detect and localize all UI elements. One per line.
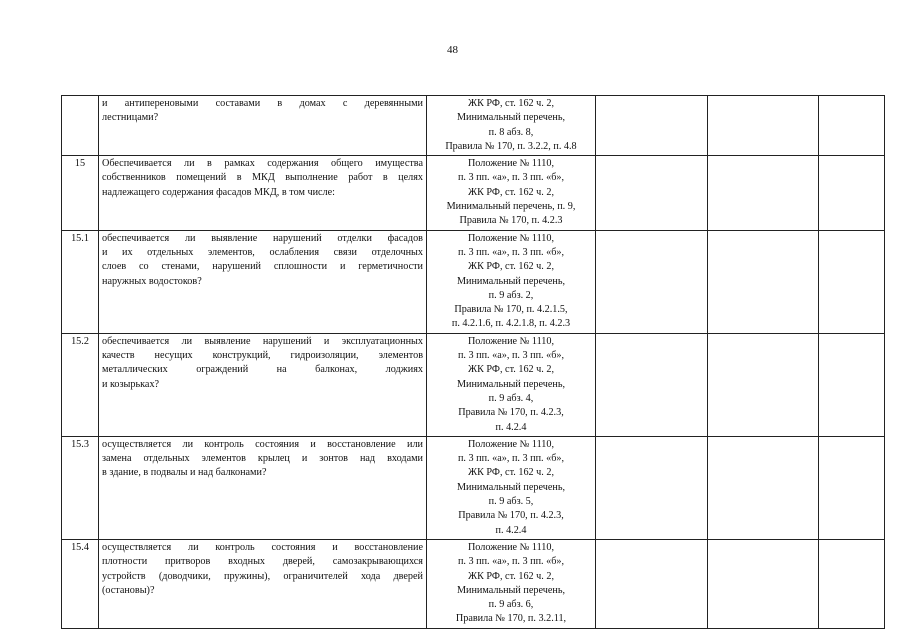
question-line: собственников помещений в МКД выполнение работ в целях: [102, 172, 423, 184]
question-line: осуществляется ли контроль состояния и восстановление или: [102, 438, 423, 450]
answer-cell-2[interactable]: [708, 436, 819, 539]
reference-line: п. 4.2.1.6, п. 4.2.1.8, п. 4.2.3: [451, 318, 571, 330]
reference-line: п. 3 пп. «а», п. 3 пп. «б»,: [457, 246, 565, 258]
answer-cell-3[interactable]: [819, 96, 885, 156]
question-line: обеспечивается ли выявление нарушений отделки фасадов: [102, 232, 423, 244]
answer-cell-3[interactable]: [819, 333, 885, 436]
question-line: и их отдельных элементов, ослабления связи отделочных: [102, 246, 423, 258]
question-cell: [99, 230, 427, 333]
reference-line: Правила № 170, п. 4.2.3,: [458, 510, 564, 522]
question-line: металлических ограждений на балконах, лоджиях: [102, 364, 423, 376]
reference-line: п. 3 пп. «а», п. 3 пп. «б»,: [457, 350, 565, 362]
question-line: (остановы)?: [102, 584, 155, 596]
reference-line: п. 9 абз. 5,: [488, 496, 534, 508]
item-number-cell: 15.3: [62, 436, 99, 539]
legal-reference-cell: [427, 539, 596, 628]
question-line: наружных водостоков?: [102, 275, 202, 287]
answer-cell-1[interactable]: [596, 96, 708, 156]
table-row: [62, 230, 885, 333]
answer-cell-3[interactable]: [819, 156, 885, 230]
question-line: осуществляется ли контроль состояния и восстановление: [102, 541, 423, 553]
reference-line: ЖК РФ, ст. 162 ч. 2,: [467, 186, 555, 198]
item-number-cell: 15.1: [62, 230, 99, 333]
answer-cell-1[interactable]: [596, 436, 708, 539]
checklist-table-body: [62, 96, 885, 629]
reference-line: п. 9 абз. 4,: [488, 392, 534, 404]
question-cell: [99, 539, 427, 628]
reference-line: Минимальный перечень,: [456, 481, 566, 493]
reference-line: Минимальный перечень,: [456, 378, 566, 390]
table-row: [62, 436, 885, 539]
reference-line: Правила № 170, п. 4.2.3: [459, 215, 563, 227]
reference-line: п. 4.2.4: [495, 524, 527, 536]
answer-cell-2[interactable]: [708, 333, 819, 436]
legal-reference-cell: [427, 230, 596, 333]
question-line: в здание, в подвалы и над балконами?: [102, 467, 267, 479]
answer-cell-3[interactable]: [819, 230, 885, 333]
question-line: лестницами?: [102, 112, 159, 124]
answer-cell-1[interactable]: [596, 539, 708, 628]
reference-line: п. 9 абз. 2,: [488, 289, 534, 301]
reference-line: ЖК РФ, ст. 162 ч. 2,: [467, 98, 555, 109]
reference-line: ЖК РФ, ст. 162 ч. 2,: [467, 364, 555, 376]
answer-cell-2[interactable]: [708, 539, 819, 628]
question-line: Обеспечивается ли в рамках содержания общего имущества: [102, 158, 423, 170]
reference-line: ЖК РФ, ст. 162 ч. 2,: [467, 467, 555, 479]
reference-line: Правила № 170, п. 4.2.1.5,: [454, 304, 568, 316]
legal-reference-cell: [427, 156, 596, 230]
reference-line: Минимальный перечень, п. 9,: [446, 201, 576, 213]
reference-line: ЖК РФ, ст. 162 ч. 2,: [467, 261, 555, 273]
checklist-table: [61, 95, 885, 629]
answer-cell-1[interactable]: [596, 333, 708, 436]
answer-cell-2[interactable]: [708, 230, 819, 333]
question-line: качеств несущих конструкций, гидроизоляции, элементов: [102, 350, 423, 362]
legal-reference-cell: [427, 333, 596, 436]
item-number-cell: 15.2: [62, 333, 99, 436]
table-row: [62, 333, 885, 436]
item-number-cell: [62, 96, 99, 156]
item-number-cell: 15: [62, 156, 99, 230]
question-line: и козырьках?: [102, 378, 160, 390]
reference-line: п. 3 пп. «а», п. 3 пп. «б»,: [457, 453, 565, 465]
reference-line: Положение № 1110,: [467, 438, 555, 450]
item-number-cell: 15.4: [62, 539, 99, 628]
reference-line: Положение № 1110,: [467, 232, 555, 244]
reference-line: Положение № 1110,: [467, 335, 555, 347]
reference-line: п. 4.2.4: [495, 421, 527, 433]
question-line: надлежащего содержания фасадов МКД, в том числе:: [102, 186, 335, 198]
question-line: и антипереновыми составами в домах с деревянными: [102, 98, 423, 109]
reference-line: Правила № 170, п. 4.2.3,: [458, 407, 564, 419]
reference-line: п. 9 абз. 6,: [488, 599, 534, 611]
page-number: 48: [447, 44, 458, 56]
legal-reference-cell: [427, 96, 596, 156]
answer-cell-1[interactable]: [596, 156, 708, 230]
question-line: слоев со стенами, нарушений сплошности и герметичности: [102, 261, 423, 273]
legal-reference-cell: [427, 436, 596, 539]
table-row: [62, 96, 885, 156]
answer-cell-3[interactable]: [819, 539, 885, 628]
answer-cell-2[interactable]: [708, 96, 819, 156]
table-row: [62, 156, 885, 230]
answer-cell-2[interactable]: [708, 156, 819, 230]
reference-line: п. 3 пп. «а», п. 3 пп. «б»,: [457, 556, 565, 568]
question-line: устройств (доводчики, пружины), ограничителей хода дверей: [102, 570, 423, 582]
reference-line: ЖК РФ, ст. 162 ч. 2,: [467, 570, 555, 582]
answer-cell-1[interactable]: [596, 230, 708, 333]
question-cell: [99, 96, 427, 156]
table-row: [62, 539, 885, 628]
reference-line: Правила № 170, п. 3.2.11,: [455, 613, 567, 625]
question-line: замена отдельных элементов крылец и зонтов над входами: [102, 453, 423, 465]
question-line: плотности притворов входных дверей, самозакрывающихся: [102, 556, 423, 568]
reference-line: Минимальный перечень,: [456, 584, 566, 596]
reference-line: Положение № 1110,: [467, 158, 555, 170]
reference-line: Положение № 1110,: [467, 541, 555, 553]
question-cell: [99, 436, 427, 539]
question-line: обеспечивается ли выявление нарушений и эксплуатационных: [102, 335, 423, 347]
answer-cell-3[interactable]: [819, 436, 885, 539]
reference-line: п. 8 абз. 8,: [488, 126, 534, 138]
reference-line: Минимальный перечень,: [456, 112, 566, 124]
reference-line: Правила № 170, п. 3.2.2, п. 4.8: [445, 140, 577, 152]
question-cell: [99, 333, 427, 436]
question-cell: [99, 156, 427, 230]
reference-line: п. 3 пп. «а», п. 3 пп. «б»,: [457, 172, 565, 184]
reference-line: Минимальный перечень,: [456, 275, 566, 287]
